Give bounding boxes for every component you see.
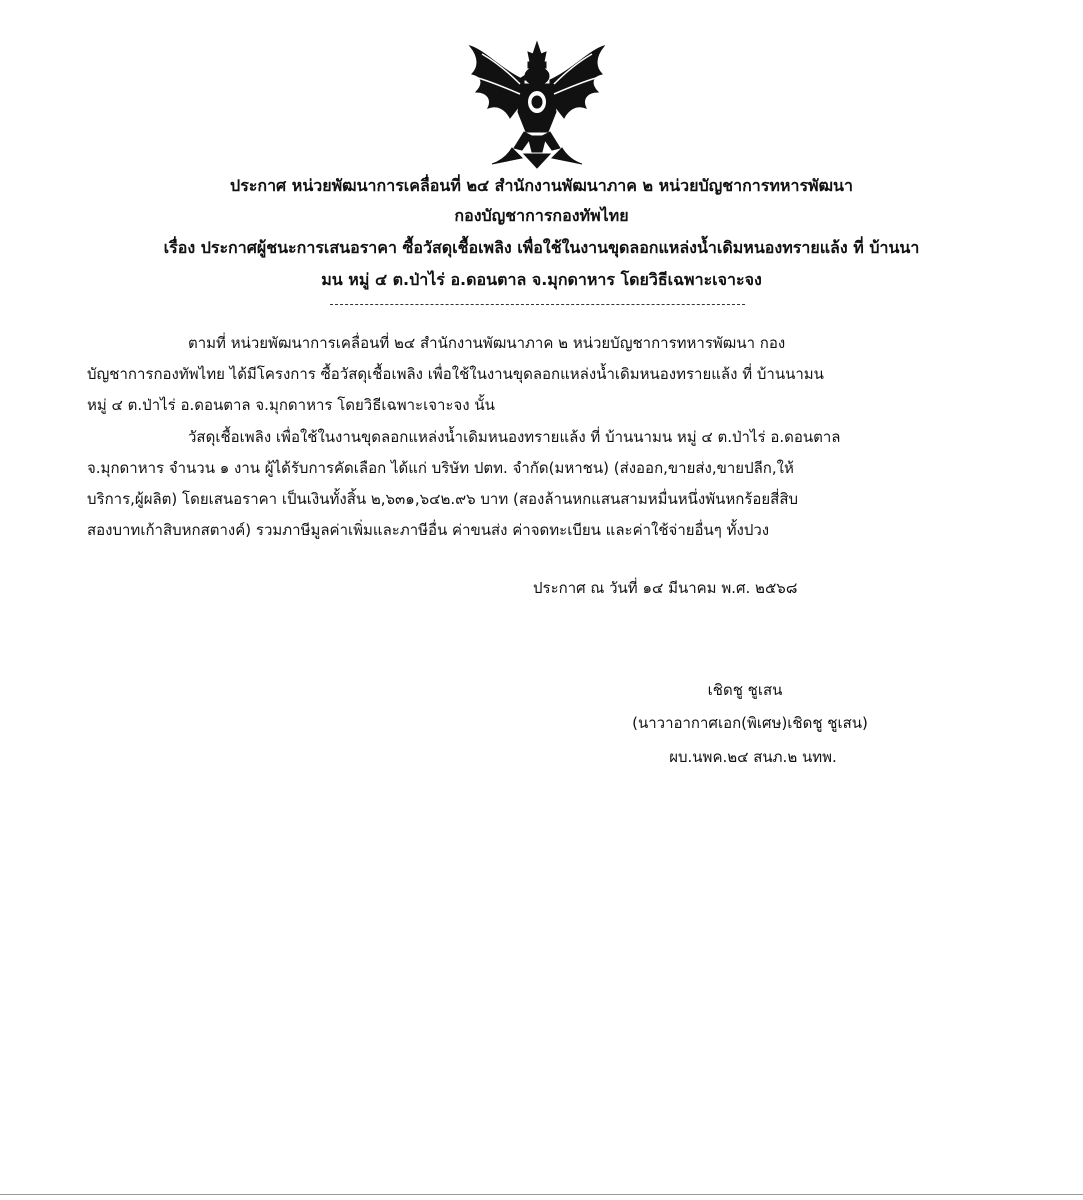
paragraph-1-line-3: หมู่ ๔ ต.ป่าไร่ อ.ดอนตาล จ.มุกดาหาร โดยวิธีเฉพาะเจาะจง นั้น (87, 396, 495, 414)
signature-name: เชิดชู ชูเสน (707, 681, 783, 699)
announcement-date: ประกาศ ณ วันที่ ๑๔ มีนาคม พ.ศ. ๒๕๖๘ (533, 579, 798, 597)
paragraph-2-line-2: จ.มุกดาหาร จำนวน ๑ งาน ผู้ได้รับการคัดเลือก ได้แก่ บริษัท ปตท. จำกัด(มหาชน) (ส่งออก,ขายส่ง,ขายปลีก,ให้ (87, 459, 794, 477)
header-divider (330, 304, 745, 305)
scan-edge-line (0, 1194, 1083, 1195)
paragraph-1-line-2: บัญชาการกองทัพไทย ได้มีโครงการ ซื้อวัสดุเชื้อเพลิง เพื่อใช้ในงานขุดลอกแหล่งน้ำเดิมหนองทรายแล้ง ที่ บ้านนามน (87, 365, 824, 383)
header-line-1: ประกาศ หน่วยพัฒนาการเคลื่อนที่ ๒๔ สำนักงานพัฒนาภาค ๒ หน่วยบัญชาการทหารพัฒนา (230, 176, 853, 195)
paragraph-1-line-1: ตามที่ หน่วยพัฒนาการเคลื่อนที่ ๒๔ สำนักงานพัฒนาภาค ๒ หน่วยบัญชาการทหารพัฒนา กอง (188, 334, 786, 352)
header-line-2: กองบัญชาการกองทัพไทย (454, 206, 629, 225)
subject-line-1: เรื่อง ประกาศผู้ชนะการเสนอราคา ซื้อวัสดุเชื้อเพลิง เพื่อใช้ในงานขุดลอกแหล่งน้ำเดิมหนองทรายแล้ง ที่ บ้านนา (163, 238, 920, 257)
paragraph-2-line-3: บริการ,ผู้ผลิต) โดยเสนอราคา เป็นเงินทั้งสิ้น ๒,๖๓๑,๖๔๒.๙๖ บาท (สองล้านหกแสนสามหมื่นหนึ่งพันหกร้อยสี่สิบ (87, 490, 799, 508)
garuda-emblem-icon (462, 40, 612, 170)
signature-position: ผบ.นพค.๒๔ สนภ.๒ นทพ. (669, 748, 837, 766)
subject-line-2: มน หมู่ ๔ ต.ป่าไร่ อ.ดอนตาล จ.มุกดาหาร โดยวิธีเฉพาะเจาะจง (321, 270, 762, 289)
signature-full-name: (นาวาอากาศเอก(พิเศษ)เชิดชู ชูเสน) (632, 714, 868, 732)
paragraph-2-line-4: สองบาทเก้าสิบหกสตางค์) รวมภาษีมูลค่าเพิ่มและภาษีอื่น ค่าขนส่ง ค่าจดทะเบียน และค่าใช้จ่ายอื่นๆ ทั้งปวง (87, 521, 770, 539)
paragraph-2-line-1: วัสดุเชื้อเพลิง เพื่อใช้ในงานขุดลอกแหล่งน้ำเดิมหนองทรายแล้ง ที่ บ้านนามน หมู่ ๔ ต.ป่าไร่ อ.ดอนตาล (188, 428, 841, 446)
